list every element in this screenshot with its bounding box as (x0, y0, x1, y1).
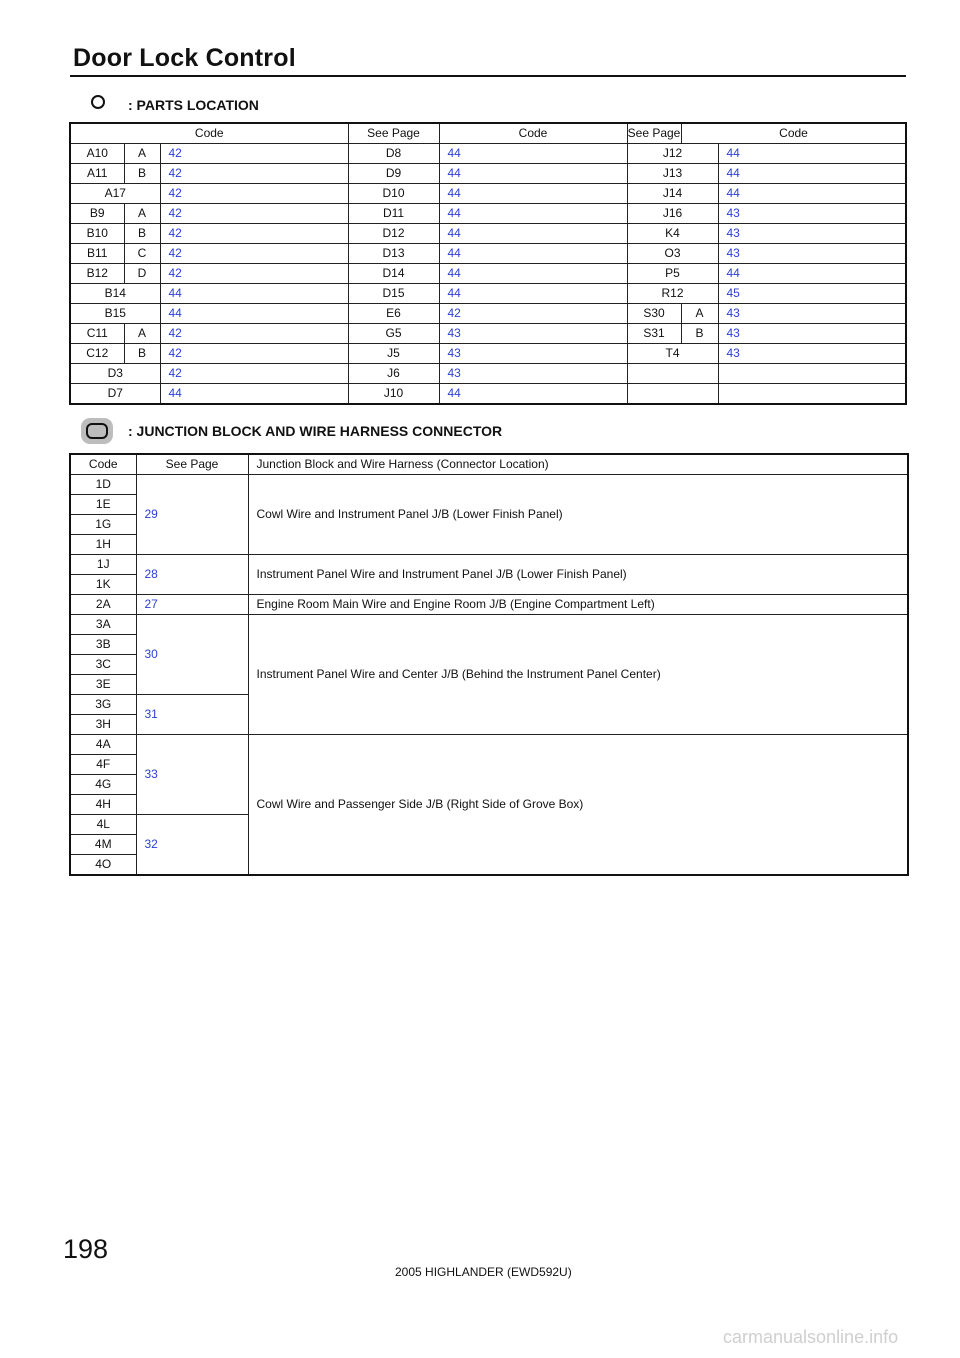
parts-location-circle-icon (91, 95, 105, 109)
table-row (70, 224, 906, 244)
parts-col2-code: D11 (348, 204, 439, 224)
table-row (70, 164, 906, 184)
jb-code: 1K (70, 575, 136, 595)
parts-col2-page-link[interactable]: 44 (439, 224, 627, 244)
parts-col1-code: A11 (70, 164, 124, 184)
table-row (70, 304, 906, 324)
table-row (70, 264, 906, 284)
table-row (70, 184, 906, 204)
parts-col3-page-link (718, 384, 906, 405)
table-row (70, 204, 906, 224)
parts-header: Code (70, 123, 348, 144)
parts-col1-code: B9 (70, 204, 124, 224)
parts-col1-sub-code: D (124, 264, 160, 284)
jb-location: Instrument Panel Wire and Instrument Panel J/B (Lower Finish Panel) (248, 555, 908, 595)
jb-code: 3H (70, 715, 136, 735)
jb-code: 4F (70, 755, 136, 775)
jb-code: 4L (70, 815, 136, 835)
header-code: Code (70, 454, 136, 475)
parts-col1-code: D7 (70, 384, 160, 405)
parts-col1-page-link[interactable]: 42 (160, 164, 348, 184)
parts-col1-code: C11 (70, 324, 124, 344)
parts-col1-page-link[interactable]: 42 (160, 204, 348, 224)
table-row (70, 284, 906, 304)
parts-col3-code: P5 (627, 264, 718, 284)
parts-col2-code: D12 (348, 224, 439, 244)
parts-col1-page-link[interactable]: 44 (160, 304, 348, 324)
jb-code: 3A (70, 615, 136, 635)
parts-col1-page-link[interactable]: 44 (160, 384, 348, 405)
parts-col1-sub-code: A (124, 324, 160, 344)
parts-col3-page-link[interactable]: 43 (718, 204, 906, 224)
table-row (70, 384, 906, 405)
parts-col1-page-link[interactable]: 42 (160, 184, 348, 204)
jb-code: 4M (70, 835, 136, 855)
jb-code: 3C (70, 655, 136, 675)
parts-col1-page-link[interactable]: 42 (160, 244, 348, 264)
parts-col2-code: J5 (348, 344, 439, 364)
jb-location: Engine Room Main Wire and Engine Room J/B (Engine Compartment Left) (248, 595, 908, 615)
parts-col2-page-link[interactable]: 44 (439, 184, 627, 204)
parts-col3-code: O3 (627, 244, 718, 264)
jb-code: 4G (70, 775, 136, 795)
header-see-page: See Page (136, 454, 248, 475)
parts-col1-code: B15 (70, 304, 160, 324)
jb-page-link[interactable]: 29 (136, 475, 248, 555)
jb-code: 1E (70, 495, 136, 515)
parts-col1-code: B11 (70, 244, 124, 264)
jb-code: 3E (70, 675, 136, 695)
jb-page-link[interactable]: 30 (136, 615, 248, 695)
table-row (70, 324, 906, 344)
parts-col2-page-link[interactable]: 44 (439, 284, 627, 304)
parts-col3-page-link[interactable]: 44 (718, 264, 906, 284)
parts-col2-code: D9 (348, 164, 439, 184)
parts-col3-code: J12 (627, 144, 718, 164)
parts-col1-sub-code: B (124, 164, 160, 184)
parts-col1-code: B10 (70, 224, 124, 244)
parts-col3-page-link[interactable]: 44 (718, 164, 906, 184)
parts-col3-page-link[interactable]: 44 (718, 184, 906, 204)
parts-col2-page-link[interactable]: 44 (439, 384, 627, 405)
jb-location: Cowl Wire and Instrument Panel J/B (Lower Finish Panel) (248, 475, 908, 555)
parts-header: See Page (348, 123, 439, 144)
jb-code: 1G (70, 515, 136, 535)
parts-col2-page-link[interactable]: 44 (439, 164, 627, 184)
parts-col2-code: D14 (348, 264, 439, 284)
jb-page-link[interactable]: 28 (136, 555, 248, 595)
parts-header: Code (681, 123, 906, 144)
jb-page-link[interactable]: 31 (136, 695, 248, 735)
parts-location-table (69, 122, 907, 405)
parts-col2-code: D15 (348, 284, 439, 304)
jb-code: 1H (70, 535, 136, 555)
parts-col1-sub-code: C (124, 244, 160, 264)
parts-col1-page-link[interactable]: 42 (160, 264, 348, 284)
parts-header: Code (439, 123, 627, 144)
parts-col2-page-link[interactable]: 44 (439, 204, 627, 224)
junction-block-icon (81, 418, 113, 444)
parts-col3-code: S30 (627, 304, 681, 324)
parts-col2-page-link[interactable]: 43 (439, 344, 627, 364)
parts-col3-page-link[interactable]: 43 (718, 224, 906, 244)
header-location: Junction Block and Wire Harness (Connector Location) (248, 454, 908, 475)
jb-code: 3B (70, 635, 136, 655)
jb-code: 4O (70, 855, 136, 876)
parts-col3-page-link[interactable]: 43 (718, 244, 906, 264)
parts-col2-code: D10 (348, 184, 439, 204)
jb-code: 1J (70, 555, 136, 575)
jb-code: 3G (70, 695, 136, 715)
parts-col1-page-link[interactable]: 42 (160, 364, 348, 384)
page-number: 198 (63, 1234, 109, 1264)
parts-col1-page-link[interactable]: 42 (160, 144, 348, 164)
parts-col3-page-link[interactable]: 43 (718, 324, 906, 344)
parts-col3-sub-code: B (681, 324, 718, 344)
parts-header: See Page (627, 123, 681, 144)
parts-col2-code: J10 (348, 384, 439, 405)
parts-col2-page-link[interactable]: 43 (439, 324, 627, 344)
parts-col2-page-link[interactable]: 44 (439, 244, 627, 264)
parts-col3-code: J14 (627, 184, 718, 204)
jb-code: 2A (70, 595, 136, 615)
parts-col1-code: B14 (70, 284, 160, 304)
parts-col3-code: R12 (627, 284, 718, 304)
parts-col1-page-link[interactable]: 44 (160, 284, 348, 304)
parts-col2-page-link[interactable]: 43 (439, 364, 627, 384)
jb-code: 4H (70, 795, 136, 815)
parts-col3-page-link (718, 364, 906, 384)
title-rule (70, 75, 906, 77)
parts-location-heading: : PARTS LOCATION (128, 97, 259, 113)
parts-col3-code: J16 (627, 204, 718, 224)
parts-col3-code: S31 (627, 324, 681, 344)
parts-col1-page-link[interactable]: 42 (160, 344, 348, 364)
parts-col1-page-link[interactable]: 42 (160, 324, 348, 344)
page-title: Door Lock Control (73, 44, 296, 72)
parts-col2-code: J6 (348, 364, 439, 384)
watermark: carmanualsonline.info (723, 1327, 899, 1347)
parts-col2-code: D8 (348, 144, 439, 164)
jb-location: Instrument Panel Wire and Center J/B (Behind the Instrument Panel Center) (248, 615, 908, 735)
footer-model: 2005 HIGHLANDER (EWD592U) (395, 1265, 572, 1279)
parts-col1-code: D3 (70, 364, 160, 384)
jb-location: Cowl Wire and Passenger Side J/B (Right Side of Grove Box) (248, 735, 908, 876)
parts-col3-code: T4 (627, 344, 718, 364)
table-row (70, 364, 906, 384)
jb-code: 1D (70, 475, 136, 495)
table-row (70, 244, 906, 264)
jb-page-link[interactable]: 33 (136, 735, 248, 815)
parts-col1-code: A10 (70, 144, 124, 164)
parts-col1-code: B12 (70, 264, 124, 284)
junction-heading: : JUNCTION BLOCK AND WIRE HARNESS CONNECTOR (128, 423, 503, 439)
parts-col2-page-link[interactable]: 44 (439, 144, 627, 164)
jb-page-link[interactable]: 27 (136, 595, 248, 615)
parts-col2-page-link[interactable]: 42 (439, 304, 627, 324)
parts-col3-page-link[interactable]: 43 (718, 344, 906, 364)
junction-table (69, 453, 909, 876)
parts-col2-code: G5 (348, 324, 439, 344)
parts-col3-code: J13 (627, 164, 718, 184)
parts-col2-code: D13 (348, 244, 439, 264)
table-row (70, 344, 906, 364)
parts-col1-sub-code: B (124, 344, 160, 364)
parts-col3-page-link[interactable]: 43 (718, 304, 906, 324)
parts-col1-sub-code: A (124, 204, 160, 224)
jb-page-link[interactable]: 32 (136, 815, 248, 876)
parts-col1-code: C12 (70, 344, 124, 364)
parts-col2-page-link[interactable]: 44 (439, 264, 627, 284)
parts-col1-sub-code: B (124, 224, 160, 244)
parts-col3-sub-code: A (681, 304, 718, 324)
parts-col2-code: E6 (348, 304, 439, 324)
parts-col1-page-link[interactable]: 42 (160, 224, 348, 244)
parts-col3-code (627, 364, 718, 384)
parts-col1-code: A17 (70, 184, 160, 204)
jb-code: 4A (70, 735, 136, 755)
parts-col3-page-link[interactable]: 44 (718, 144, 906, 164)
parts-col1-sub-code: A (124, 144, 160, 164)
parts-col3-code: K4 (627, 224, 718, 244)
parts-col3-code (627, 384, 718, 405)
table-row (70, 144, 906, 164)
parts-col3-page-link[interactable]: 45 (718, 284, 906, 304)
